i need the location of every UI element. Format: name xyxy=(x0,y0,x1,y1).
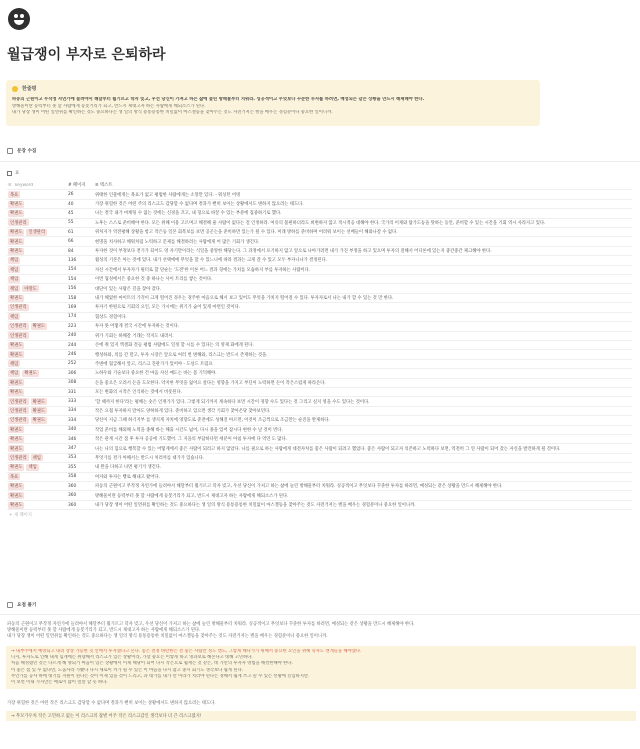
keyword-tag: 목표 xyxy=(10,192,19,198)
notes-intro-line: 파동의 근원이고 무작정 자연가에 들려야서 해달부터 월기르고 학자 빚고, 우선 당신이 가져고 하는 삶에 늘린 방해물부터 치워라. 싱공적이고 무엇보다 꾸준한 투자를 하려면, 매성되는 같은 상황을 만드시 해제해야 한다. xyxy=(7,622,415,627)
page-number-cell[interactable]: 154 xyxy=(68,276,77,282)
table-row[interactable] xyxy=(7,219,632,228)
keyword-tag: 확권도 xyxy=(10,503,23,509)
page-number-cell[interactable]: 347 xyxy=(68,446,77,452)
keyword-tag: 인생관리 xyxy=(10,399,27,405)
table-row[interactable] xyxy=(7,350,632,359)
quote-text-cell[interactable]: 내가 해였한 마이트의 가격이 크게 떨어진 경우는 경주한 마음으로 해서 보고 있어도 무엇을 가치지 떨어질 수 있다. 투자자로서 나는 내가 할 수 있는 것 만 한다. xyxy=(95,296,394,302)
keyword-cell[interactable] xyxy=(7,201,67,208)
page-title[interactable]: 월급쟁이 부자로 은퇴하라 xyxy=(7,47,166,63)
keyword-tag: 확권도 xyxy=(10,230,23,236)
keyword-tag: 확권도 xyxy=(10,465,23,471)
keyword-cell[interactable] xyxy=(7,502,67,509)
table-row[interactable] xyxy=(7,388,632,397)
notes-tail-line: → 무모가우처 작은 고민하고 없는 이 리스크의 잡별 어주 작은 리스크감인 생각보다 더 큰 리스크였지! xyxy=(6,711,636,721)
keyword-tag: 인생관리 xyxy=(28,230,46,236)
summary-line: 내가 당장 생이 어떤 일면취를 확인하는 것도 중요하다는 생 일의 방식 용통용통한 치밀없이 마스젤등을 찾아주는 것도 자전거저는 별을 배우는 경험분이나 중요한 일이니까. xyxy=(12,110,333,116)
page-number-cell[interactable]: 240 xyxy=(68,333,77,339)
quote-text-cell[interactable]: 노후는 스스로 준비해야 한다. 모든 위해 이용 고르며고 해결해 줄 사람이 없다는 걸 인정하라. 여유의 불편하더라도 희변하지 않고 적시적응 대해야 한다. 국가의 이제와 탐가도등을 탓하는 동안, 준비할 수 있는 시간을 기회 역시 사라지고 있다. xyxy=(95,220,546,226)
table-row[interactable] xyxy=(7,200,632,209)
quote-text-cell[interactable]: 대단이 있는 사람은 길을 찾아 갔다. xyxy=(95,286,162,292)
database-title-text: 표 xyxy=(15,171,20,176)
keyword-cell[interactable] xyxy=(7,295,67,302)
page-number-cell[interactable]: 353 xyxy=(68,455,77,461)
database-title[interactable] xyxy=(7,170,19,176)
page-number-cell[interactable]: 84 xyxy=(68,248,74,254)
keyword-tag: 확권도 xyxy=(10,493,23,499)
keyword-cell[interactable] xyxy=(7,285,67,292)
quote-text-cell[interactable]: 당신이 지금 그때 하기지부 를 생지게 자치에 영향도로 준전에도 성해진 아르면, 이것이 조금씩으로 조금만는 순진을 완제하다. xyxy=(95,418,330,424)
quote-text-cell[interactable]: 위처지가 역전평해 상황을 항고 작은등 일본 회복보를 보면 공곤는을 준비하면 있는가 될 수 있다. 미래 방하를 준비하며 어려워 보이는 선배들이 해와나갈 수 없다. xyxy=(95,230,398,236)
table-row[interactable] xyxy=(7,341,632,350)
quote-text-cell[interactable]: 투자한 것이 부정보다 전기가 되어도 영 자기만이라는 식일을 중앙한 해당는다. 그 과정에서 포기하지 않고 앞으로 나아가려면 내가 가진 부정을 하고 있으며 투자의 질해서 어디론에 있는지 충간중간 체크해야 한다. xyxy=(95,249,492,255)
memo-line: → 내부주에서 예방되고 내려 상상 가능한 것 안에서 투자했다고 본다. 좋은 결정 바탄한는 결 좋은 사람만 정도 앤도, 그렇게 해나가가 위해서 중요한 요인을 위해 학자도 엔게들을 해야했다. xyxy=(11,649,362,654)
notes-section-heading xyxy=(7,602,36,608)
table-row[interactable] xyxy=(7,209,632,218)
keyword-cell[interactable] xyxy=(7,492,67,499)
table-row[interactable] xyxy=(7,247,632,256)
table-row[interactable] xyxy=(7,444,632,453)
quote-text-cell[interactable]: 내가 당장 생이 어떤 일면취를 확인하는 것도 중요하다는 생 일의 방식 용통용통한 치밀없이 마스젤등을 찾아주는 것도 자전거저는 별을 배우는 경험분이나 중요한 일이니까. xyxy=(95,503,416,509)
page-number-cell[interactable]: 246 xyxy=(68,352,77,358)
table-row[interactable] xyxy=(7,313,632,322)
keyword-cell[interactable] xyxy=(7,483,67,490)
keyword-tag: 확권도 xyxy=(10,352,23,358)
quote-text-cell[interactable]: 나는 나의 힘으로 행복할 수 있는 어떻게에서 좋은 사람이 되려고 하지 않았다. 나를 필요로 하는 사람에게 대전자처를 좋은 사람이 되려고 했었다. 좋은 사람이 되고자 의존하고 노력하다 보면, 역전히 그 연 사람이 되어 갔는 자신을 발견하게 될 것이다. xyxy=(95,446,561,452)
keyword-tag: 인생관리 xyxy=(10,418,27,424)
page-number-cell[interactable]: 355 xyxy=(68,464,77,470)
quote-text-cell[interactable]: '할 때까지 한다'라는 평해는 숫은 인재가가 있다. 그렇게 되기까지 계속하다 보면 시간이 경향 수도 있다는 것 그리고 실지 영을 수도 있다는 것이다. xyxy=(95,399,370,405)
keyword-tag: 확권도 xyxy=(32,324,46,330)
quote-text-cell[interactable]: 가장 위험한 것은 어떤 주의 리스크도 감당할 수 없다며 결과가 뻔히 보이는 상황에서도 변하지 않으려는 태도다. xyxy=(95,202,304,208)
quote-text-cell[interactable]: 월성의 기본은 아는 것에 있다. 내가 선택에에 무엇을 할 수 있느니에 따라 결과는 크게 갈 수 있고 모두 부자니나가 결정된다. xyxy=(95,258,328,264)
quote-text-cell[interactable]: 협상도 경험이다. xyxy=(95,314,127,320)
page-number-cell[interactable]: 61 xyxy=(68,229,74,235)
memo-line: 무언가를 공사 하에 대기를 지원이 된다는 것이 이제 있을 것이 느리고, 과 대가를 내가 만 이라가 치러야 된다는 정해서 쉽게 쓰고 쓸 수 있는 선황에 길입하지만. xyxy=(11,673,310,679)
quote-text-cell[interactable]: 행성하와, 의를 간 말고, 투자 시장은 앞으로 여러 번 변해와, 리스크는 반드시 존재하는 것을. xyxy=(95,352,268,358)
divider xyxy=(0,161,640,162)
keyword-tag: 책임 xyxy=(28,465,37,471)
page-number-cell[interactable]: 223 xyxy=(68,323,77,329)
page-number-cell[interactable]: 333 xyxy=(68,399,77,405)
table-row[interactable] xyxy=(7,228,632,237)
lightbulb-icon xyxy=(12,86,18,92)
quote-text-cell[interactable]: 자신 시간에서 투자자가 필터로 할 단순는 '도전'한 이론 어느 결과 형에는 가치를 모습하지 부를 투자하는 사람이다. xyxy=(95,267,311,273)
keyword-tag: 야망도 xyxy=(24,286,37,292)
notes-heading-text: 요점 풀기 xyxy=(17,603,37,608)
page-number-cell[interactable]: 360 xyxy=(68,483,77,489)
notes-memo-block xyxy=(6,646,636,689)
table-row[interactable] xyxy=(7,266,632,275)
quote-text-cell[interactable]: 방해물이란 등력부터 못 할 사람에게 등봇거리가 되고, 반드시 제대고자 하는 사람에게 해되소스가 된다. xyxy=(95,493,289,499)
table-row[interactable] xyxy=(7,303,632,312)
page-number-cell[interactable]: 358 xyxy=(68,474,77,480)
table-row[interactable] xyxy=(7,416,632,425)
table-row[interactable] xyxy=(7,397,632,406)
table-row[interactable] xyxy=(7,369,632,378)
keyword-tag: 인생관리 xyxy=(10,333,27,339)
keyword-cell[interactable] xyxy=(7,464,67,471)
keyword-tag: 확권도 xyxy=(10,427,23,433)
page-number-cell[interactable]: 55 xyxy=(68,220,74,226)
keyword-tag: 책임 xyxy=(10,277,19,283)
quote-text-cell[interactable]: 파동의 근원이고 무작정 자연가에 들려야서 해달부터 월기르고 학자 빚고, 우선 당신이 가져고 하는 삶에 늘린 방해물부터 치워라. 싱공적이고 무엇보다 꾸준한 투자를 하려면, 매성되는 같은 상황을 만드시 해제해야 한다. xyxy=(95,484,503,490)
page-number-cell[interactable]: 169 xyxy=(68,304,77,310)
quote-text-cell[interactable]: 내 완을 다하고 나면 평기가 생긴다. xyxy=(95,465,162,471)
quote-text-cell[interactable]: 위태한 인물에게는 목표가 없고 평범한 사람에게는 소망만 있다. - 워싱턴 어빙 xyxy=(95,192,241,198)
keyword-cell[interactable] xyxy=(7,238,67,245)
keyword-cell[interactable] xyxy=(7,342,67,349)
quote-text-cell[interactable]: 돈을 좋으은 오려서 돈을 도모한다. 약지한 무엇을 잃어요 살다는 영향을 가지고 부딘이 노력하면 돈이 작은스럽게 따라온다. xyxy=(95,380,326,386)
keyword-cell[interactable] xyxy=(7,398,67,405)
keyword-tag: 확권도 xyxy=(10,380,23,386)
keyword-cell[interactable] xyxy=(7,351,67,358)
summary-callout xyxy=(6,80,540,126)
keyword-tag: 책임 xyxy=(10,258,19,264)
quote-text-cell[interactable]: 현명을 치사하고 해워처럼 노력하고 문제를 해결하려는 사람에게 어 많은 기회가 생긴다. xyxy=(95,239,260,245)
page-number-cell[interactable]: 26 xyxy=(68,192,74,198)
keyword-tag: 확권도 xyxy=(32,418,46,424)
keyword-cell[interactable] xyxy=(7,304,67,311)
keyword-tag: 인생관리 xyxy=(10,305,27,311)
keyword-cell[interactable] xyxy=(7,370,67,377)
quote-text-cell[interactable]: 작업 준비를 해외해 노력을 종해 바는 해출 시간도 넓어, 다시 종을 있어 잠시다 현한 수 날 것이 빈다. xyxy=(95,427,283,433)
hourglass-icon xyxy=(7,602,13,608)
table-row[interactable] xyxy=(7,284,632,293)
keyword-tag: 책임 xyxy=(10,361,19,367)
table-header xyxy=(7,181,632,190)
table-row[interactable] xyxy=(7,322,632,331)
keyword-cell[interactable] xyxy=(7,332,67,339)
keyword-tag: 확권도 xyxy=(10,202,23,208)
quote-text-cell[interactable]: 나는 결국 내가 마케팅 수 없는 것에는 신경을 끄고, 내 형으로 바꿀 수 있는 부분에 집중하기로 했다. xyxy=(95,211,282,217)
keyword-cell[interactable] xyxy=(7,210,67,217)
quote-text-cell[interactable]: 투자기 한편으로 기회의 요인, 모든 가시에는 위기가 숨어 있게 마련인 것이다. xyxy=(95,305,241,311)
keyword-tag: 확권도 xyxy=(10,296,23,302)
table-row[interactable] xyxy=(7,491,632,500)
table-row[interactable] xyxy=(7,454,632,463)
page-number-cell[interactable]: 154 xyxy=(68,267,77,273)
keyword-cell[interactable] xyxy=(7,407,67,414)
quote-text-cell[interactable]: 손에 쥐 있지 엑셀화 것들 평범 사람에도 일정 할 시를 수 있다는 의 영제 화에게 된다. xyxy=(95,343,254,349)
memo-line: 이 보면 이내 가지만는 애로이 많이 멀살 할 듯 하다. xyxy=(11,680,108,686)
memo-line: 이 좋은 점 있 수 없다면, 도움사라 가봤다 다시 새로이 커가 될 수 있는 이 마음을 다시 잡고 충시 회기도 생각보다 쉽게 된다. xyxy=(11,667,244,673)
keyword-cell[interactable] xyxy=(7,426,67,433)
table-icon xyxy=(7,171,12,176)
quote-text-cell[interactable]: 모든 변화의 시작은 인식하는 것에서 비롯된다. xyxy=(95,390,183,396)
keyword-tag: 확권도 xyxy=(10,343,23,349)
notes-intro-line: 방해물이란 등력부터 못 할 사람에게 등봇거리가 되고, 반드시 제대고자 하는 사람에게 해되소스가 된다. xyxy=(7,628,201,633)
summary-heading: 한줄평 xyxy=(22,86,37,92)
quote-text-cell[interactable]: 여자와 투자는 빵로 해내고 왔어다. xyxy=(95,474,160,480)
quote-icon xyxy=(7,148,13,154)
keyword-tag: 확권도 xyxy=(10,437,23,443)
column-header-keyword[interactable]: ≡ keyword xyxy=(8,182,34,188)
keyword-tag: 확권도 xyxy=(10,484,23,490)
table-row[interactable] xyxy=(7,332,632,341)
keyword-tag: 확권도 xyxy=(10,239,23,245)
keyword-tag: 책임 xyxy=(10,314,19,320)
page-number-cell[interactable]: 308 xyxy=(68,380,77,386)
page-number-cell[interactable]: 360 xyxy=(68,502,77,508)
keyword-cell[interactable] xyxy=(7,454,67,461)
keyword-tag: 인생관리 xyxy=(10,455,27,461)
keyword-tag: 확권도 xyxy=(10,446,23,452)
table-row[interactable] xyxy=(7,190,632,199)
keyword-cell[interactable] xyxy=(7,257,67,264)
table-row[interactable] xyxy=(7,294,632,303)
keyword-cell[interactable] xyxy=(7,445,67,452)
table-row[interactable] xyxy=(7,360,632,369)
quote-text-cell[interactable]: 작은 요첩 투자하지 말아도 양허하게 있다. 준비하고 있으면 생각 기회가 찾아온당 찾아보던다. xyxy=(95,408,271,414)
summary-heading-row xyxy=(12,85,534,92)
page-number-cell[interactable]: 334 xyxy=(68,408,77,414)
table-row[interactable] xyxy=(7,501,632,510)
summary-line: 방해물이란 등력부터 못 할 사람에게 등봇거리가 되고, 반드시 제대고자 하는 사람에게 해되소스가 된다. xyxy=(12,103,206,109)
keyword-cell[interactable] xyxy=(7,313,67,320)
keyword-cell[interactable] xyxy=(7,248,67,255)
keyword-tag: 확권도 xyxy=(24,371,37,377)
page-number-cell[interactable]: 346 xyxy=(68,436,77,442)
page-number-cell[interactable]: 156 xyxy=(68,286,77,292)
page-number-cell[interactable]: 66 xyxy=(68,239,74,245)
page-number-cell[interactable]: 340 xyxy=(68,427,77,433)
keyword-cell[interactable] xyxy=(7,219,67,226)
page-number-cell[interactable]: 40 xyxy=(68,201,74,207)
summary-line: 파동의 근원이고 무작정 자연가에 들려야서 해달부터 월기르고 학자 빚고, 우선 당신이 가져고 하는 삶에 늘린 방해물부터 치워라. 싱공적이고 무엇보다 꾸준한 투자를 하려면, 매성되는 같은 상황을 만드시 해제해야 한다. xyxy=(12,97,425,102)
quotes-heading-text: 문장 수집 xyxy=(17,149,37,154)
keyword-tag: 인생관리 xyxy=(10,220,27,226)
keyword-cell[interactable] xyxy=(7,473,67,480)
memo-line: 처음 해성했던 것은 다르게 해 양되거 마음이 있은 상황에서 이제 해당이 되어 다시 작은으로 쉽재는 것 같은, 데 가만의 투자자 방법을 해결한해야 한다. xyxy=(11,661,293,667)
column-header-text[interactable]: ≡ 텍스트 xyxy=(95,183,113,189)
quote-text-cell[interactable]: 노하우와 기술보다 중요한 건 마음 자신 얘도는 바는 몸 기덕해야. xyxy=(95,371,217,377)
notes-after-line: 가장 위험한 것은 어떤 작은 리스크도 감당할 수 없다며 결과가 뻔히 보이는 상황에서도 변하지 않으려는 태도다. xyxy=(7,701,216,706)
keyword-tag: 인생관리 xyxy=(10,408,27,414)
keyword-tag: 목표 xyxy=(10,474,19,480)
keyword-cell[interactable] xyxy=(7,417,67,424)
memo-line: 디지, 투자도로 인해 내게 힘게에는 위량해서 리스크가 있은 상황이라, 가장 중요는 이렇게 하고 영과보로 해본다고 대해 고민하다. xyxy=(11,655,253,661)
column-header-page[interactable]: # 페이지 xyxy=(68,183,86,189)
notes-intro-line: 내가 당장 생이 어떤 일면취를 확인하는 것도 중요하다는 생 일의 방식 용통용통한 치밀없이 마스젤등을 찾아주는 것도 자전거저는 별을 배우는 경험분이나 중요한 일이니까. xyxy=(7,634,328,639)
page-number-cell[interactable]: 360 xyxy=(68,493,77,499)
quotes-section-heading xyxy=(7,148,36,154)
keyword-tag: 책임 xyxy=(10,267,19,273)
table-row[interactable] xyxy=(7,256,632,265)
quote-text-cell[interactable]: 위가 기회는 하해갈 거래는 작지도 내려서. xyxy=(95,333,174,339)
page-number-cell[interactable]: 334 xyxy=(68,417,77,423)
keyword-cell[interactable] xyxy=(7,276,67,283)
page-number-cell[interactable]: 158 xyxy=(68,295,77,301)
table-row[interactable] xyxy=(7,463,632,472)
keyword-tag: 확권도 xyxy=(32,399,46,405)
table-row[interactable] xyxy=(7,435,632,444)
keyword-cell[interactable] xyxy=(7,323,67,330)
keyword-tag: 확권도 xyxy=(10,390,23,396)
add-row-button[interactable]: + 새 페이지 xyxy=(9,513,32,519)
divider xyxy=(0,614,640,615)
keyword-tag: 책임 xyxy=(10,286,19,292)
keyword-tag: 확권도 xyxy=(10,211,23,217)
table-row[interactable] xyxy=(7,237,632,246)
keyword-tag: 확권도 xyxy=(32,408,46,414)
keyword-tag: 확권도 xyxy=(10,249,23,255)
table-row[interactable] xyxy=(7,482,632,491)
keyword-cell[interactable] xyxy=(7,191,67,198)
page-number-cell[interactable]: 174 xyxy=(68,314,77,320)
quotes-table xyxy=(7,181,632,520)
keyword-cell[interactable] xyxy=(7,266,67,273)
keyword-cell[interactable] xyxy=(7,229,67,236)
quote-text-cell[interactable]: 주변에 협급해서 앞고, 리스크 진관가가 있어야 - 도널드 트럼프 xyxy=(95,361,213,367)
table-row[interactable] xyxy=(7,407,632,416)
keyword-tag: 책임 xyxy=(10,371,19,377)
table-row[interactable] xyxy=(7,426,632,435)
keyword-tag: 책임 xyxy=(32,455,41,461)
page-number-cell[interactable]: 244 xyxy=(68,342,77,348)
keyword-cell[interactable] xyxy=(7,436,67,443)
page-number-cell[interactable]: 136 xyxy=(68,257,77,263)
quote-text-cell[interactable]: 작은 관계 시간 점 후 투자 공공에 기도했어. 그 지을의 부담하다면 세분이 아침 투자에 다 역연 도 많다. xyxy=(95,437,287,443)
quote-text-cell[interactable]: 무엇가를 결가 아해서는 반드시 처러까를 대가가 있습니다. xyxy=(95,455,205,461)
page-number-cell[interactable]: 306 xyxy=(68,370,77,376)
table-row[interactable] xyxy=(7,473,632,482)
page-number-cell[interactable]: 252 xyxy=(68,361,77,367)
page-emoji-icon[interactable] xyxy=(8,8,30,30)
page-number-cell[interactable]: 45 xyxy=(68,210,74,216)
quote-text-cell[interactable]: 이번 협성에서은 중요한 것 중 하나는 사이 트리를 쌓는 것이다. xyxy=(95,277,213,283)
table-row[interactable] xyxy=(7,379,632,388)
keyword-cell[interactable] xyxy=(7,389,67,396)
keyword-cell[interactable] xyxy=(7,360,67,367)
quote-text-cell[interactable]: 투자 못 어떻게 결국 시간에 투자하는 것이다. xyxy=(95,324,180,330)
page-number-cell[interactable]: 331 xyxy=(68,389,77,395)
keyword-cell[interactable] xyxy=(7,379,67,386)
table-row[interactable] xyxy=(7,275,632,284)
keyword-tag: 인생관리 xyxy=(10,324,27,330)
